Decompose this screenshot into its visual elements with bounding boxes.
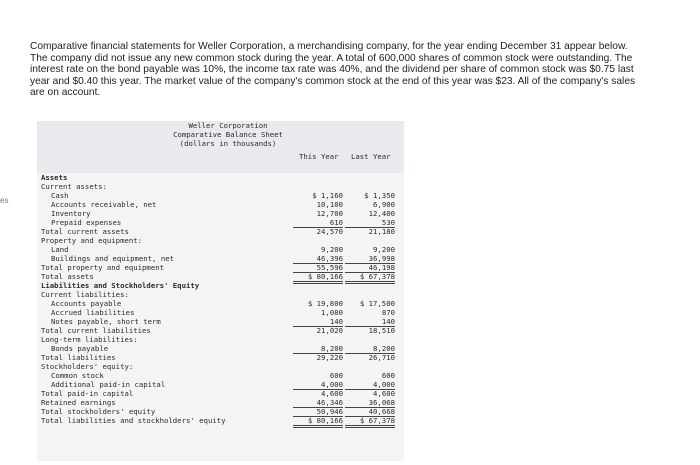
value-last-year: 36,998 [345,255,395,264]
balance-sheet-row [37,282,404,290]
intro-line: interest rate on the bond payable was 10%, the income tax rate was 40%, and the dividend per share of common stock was $0.75 last [30,64,634,76]
row-label: Current liabilities: [41,290,129,299]
value-this-year: 24,570 [316,227,343,236]
balance-sheet-row [37,255,404,263]
balance-sheet-row [37,210,404,218]
value-last-year: 9,200 [373,245,395,254]
balance-sheet-row [37,327,404,335]
balance-sheet-row [37,228,404,236]
row-label: Notes payable, short term [51,317,161,326]
value-this-year: 8,200 [293,345,343,354]
value-last-year: 26,710 [368,353,395,362]
company-name: Weller Corporation [188,121,268,130]
balance-sheet-row [37,318,404,326]
row-label: Buildings and equipment, net [51,254,175,263]
value-last-year: 140 [345,318,395,327]
row-label: Accounts payable [51,299,122,308]
row-label: Long-term liabilities: [41,335,138,344]
value-this-year: $ 19,800 [307,299,343,308]
balance-sheet-row [37,408,404,416]
balance-sheet-row [37,237,404,245]
column-header-last-year: Last Year [351,152,391,161]
value-this-year: 140 [293,318,343,327]
row-label: Retained earnings [41,398,116,407]
balance-sheet-row [37,246,404,254]
row-label: Total stockholders' equity [41,407,156,416]
balance-sheet-row [37,219,404,227]
value-this-year: 10,100 [316,200,343,209]
row-label: Inventory [51,209,91,218]
balance-sheet-row [37,390,404,398]
balance-sheet-row [37,201,404,209]
value-this-year: $ 80,166 [293,273,343,284]
row-label: Property and equipment: [41,236,143,245]
value-this-year: 46,346 [293,399,343,408]
balance-sheet-row [37,354,404,362]
value-this-year: 21,020 [316,326,343,335]
intro-line: Comparative financial statements for Weller Corporation, a merchandising company, for the year ending December 31 appear below. [30,41,628,52]
row-label: Cash [51,191,69,200]
row-label: Total assets [41,272,94,281]
value-last-year: 600 [381,371,395,380]
row-label: Total property and equipment [41,263,165,272]
balance-sheet-row [37,291,404,299]
value-last-year: $ 17,500 [359,299,395,308]
balance-sheet-row [37,309,404,317]
row-label: Stockholders' equity: [41,362,134,371]
value-this-year: 46,396 [293,255,343,264]
value-this-year: 9,200 [321,245,343,254]
value-last-year: $ 1,350 [364,191,395,200]
column-header-this-year: This Year [299,152,339,161]
row-label: Total liabilities and stockholders' equity [41,416,226,425]
value-last-year: 40,668 [345,408,395,417]
row-label: Accrued liabilities [51,308,135,317]
balance-sheet [37,121,404,461]
row-label: Liabilities and Stockholders' Equity [41,281,200,290]
value-this-year: 50,946 [293,408,343,417]
problem-statement [30,41,670,99]
balance-sheet-row [37,399,404,407]
balance-sheet-row [37,300,404,308]
value-last-year: 870 [381,308,395,317]
value-last-year: 530 [345,219,395,228]
balance-sheet-row [37,417,404,425]
balance-sheet-row [37,336,404,344]
intro-line: year and $0.40 this year. The market value of the company's common stock at the end of this year was $23. All of the company's sales [30,75,636,87]
value-this-year: $ 80,166 [293,417,343,428]
value-this-year: $ 1,160 [312,191,343,200]
balance-sheet-row [37,363,404,371]
value-last-year: 6,900 [373,200,395,209]
value-last-year: $ 67,378 [345,273,395,284]
intro-line: The company did not issue any new common stock during the year. A total of 600,000 shares of common stock were outstanding. The [30,52,633,64]
value-last-year: 12,400 [368,209,395,218]
value-last-year: 8,200 [345,345,395,354]
value-last-year: 18,510 [368,326,395,335]
statement-title: Comparative Balance Sheet [173,130,283,139]
balance-sheet-row [37,372,404,380]
value-this-year: 600 [329,371,343,380]
value-last-year: 21,180 [368,227,395,236]
value-last-year: 46,198 [345,264,395,273]
row-label: Additional paid-in capital [51,380,166,389]
balance-sheet-row [37,273,404,281]
balance-sheet-row [37,174,404,182]
row-label: Total current assets [41,227,129,236]
row-label: Land [51,245,69,254]
row-label: Bonds payable [51,344,109,353]
value-last-year: 36,068 [345,399,395,408]
row-label: Total paid-in capital [41,389,134,398]
balance-sheet-row [37,183,404,191]
value-last-year: 4,000 [345,381,395,390]
value-this-year: 55,596 [293,264,343,273]
value-this-year: 12,700 [316,209,343,218]
row-label: Accounts receivable, net [51,200,157,209]
value-this-year: 1,080 [321,308,343,317]
balance-sheet-row [37,345,404,353]
value-this-year: 4,000 [293,381,343,390]
row-label: Assets [41,173,68,182]
balance-sheet-row [37,381,404,389]
row-label: Total current liabilities [41,326,151,335]
value-last-year: 4,600 [373,389,395,398]
value-this-year: 4,600 [321,389,343,398]
balance-sheet-row [37,192,404,200]
row-label: Total liabilities [41,353,116,362]
row-label: Common stock [51,371,104,380]
statement-units: (dollars in thousands) [179,139,277,148]
value-this-year: 610 [293,219,343,228]
edge-fragment-text: es [0,196,9,205]
balance-sheet-row [37,264,404,272]
row-label: Current assets: [41,182,107,191]
intro-line: are on account. [30,87,101,99]
value-last-year: $ 67,378 [345,417,395,428]
value-this-year: 29,220 [316,353,343,362]
row-label: Prepaid expenses [51,218,122,227]
